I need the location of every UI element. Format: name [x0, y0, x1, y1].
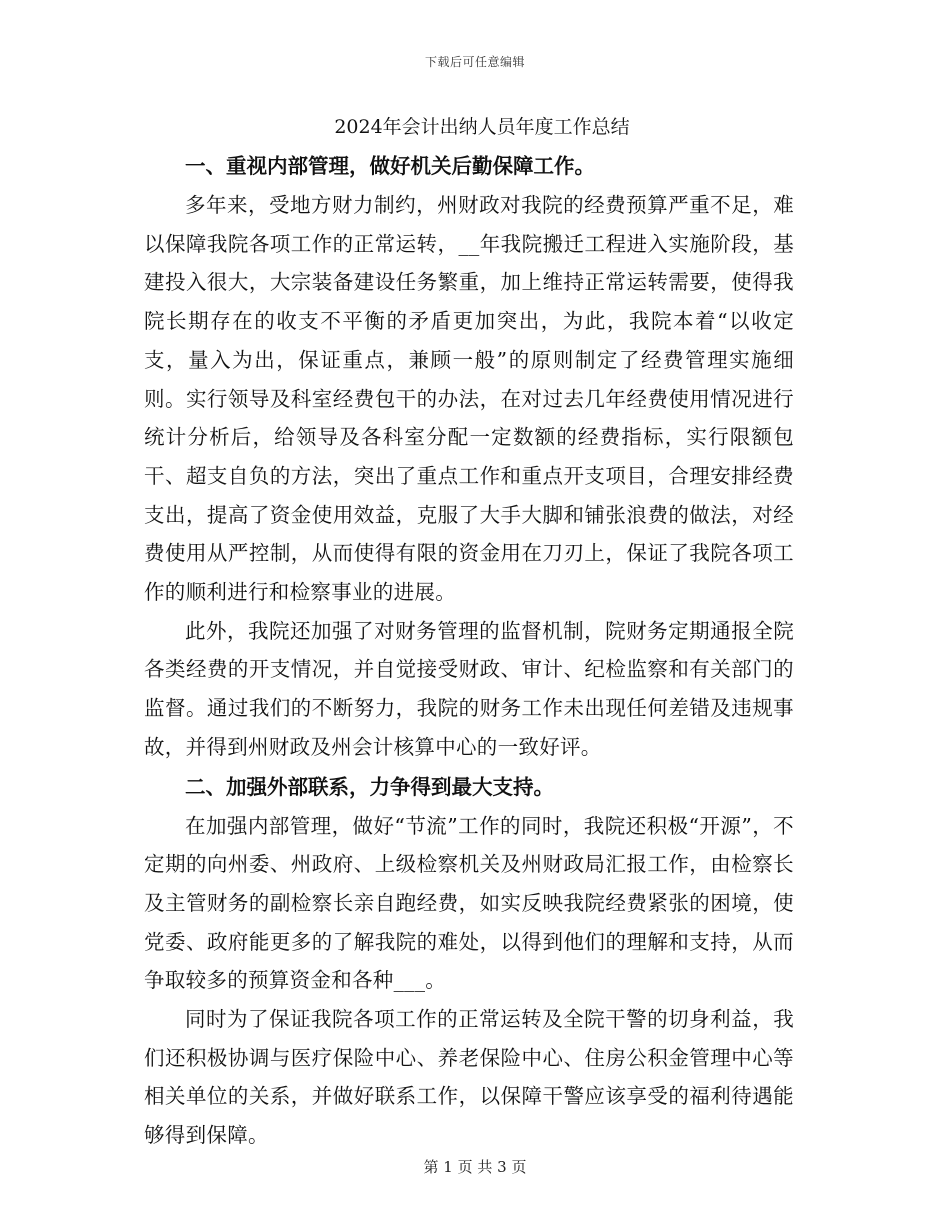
page-indicator: 第 1 页 共 3 页: [423, 1158, 527, 1176]
paragraph: 此外，我院还加强了对财务管理的监督机制，院财务定期通报全院各类经费的开支情况，并自觉接受财政、审计、纪检监察和有关部门的监督。通过我们的不断努力，我院的财务工作未出现任何差错及违规事故，并得到州财政及州会计核算中心的一致好评。: [144, 618, 794, 759]
paragraph: 同时为了保证我院各项工作的正常运转及全院干警的切身利益，我们还积极协调与医疗保险中心、养老保险中心、住房公积金管理中心等相关单位的关系，并做好联系工作，以保障干警应该享受的福利待遇能够得到保障。: [144, 1007, 794, 1148]
section-heading: 二、加强外部联系，力争得到最大支持。: [185, 774, 554, 799]
section-2: [144, 767, 794, 1155]
document-body: [144, 108, 794, 1155]
paragraph: 多年来，受地方财力制约，州财政对我院的经费预算严重不足，难以保障我院各项工作的正常运转，__年我院搬迁工程进入实施阶段，基建投入很大，大宗装备建设任务繁重，加上维持正常运转需要，使得我院长期存在的收支不平衡的矛盾更加突出，为此，我院本着“以收定支，量入为出，保证重点，兼顾一般”的原则制定了经费管理实施细则。实行领导及科室经费包干的办法，在对过去几年经费使用情况进行统计分析后，给领导及各科室分配一定数额的经费指标，实行限额包干、超支自负的方法，突出了重点工作和重点开支项目，合理安排经费支出，提高了资金使用效益，克服了大手大脚和铺张浪费的做法，对经费使用从严控制，从而使得有限的资金用在刀刃上，保证了我院各项工作的顺利进行和检察事业的进展。: [144, 193, 794, 605]
document-title: 2024年会计出纳人员年度工作总结: [334, 116, 630, 138]
section-heading: 一、重视内部管理，做好机关后勤保障工作。: [185, 154, 595, 178]
paragraph: 在加强内部管理，做好“节流”工作的同时，我院还积极“开源”，不定期的向州委、州政府、上级检察机关及州财政局汇报工作，由检察长及主管财务的副检察长亲自跑经费，如实反映我院经费紧张的困境，使党委、政府能更多的了解我院的难处，以得到他们的理解和支持，从而争取较多的预算资金和各种___。: [144, 813, 794, 993]
header-note: 下载后可任意编辑: [424, 55, 525, 69]
section-1: [144, 146, 794, 767]
